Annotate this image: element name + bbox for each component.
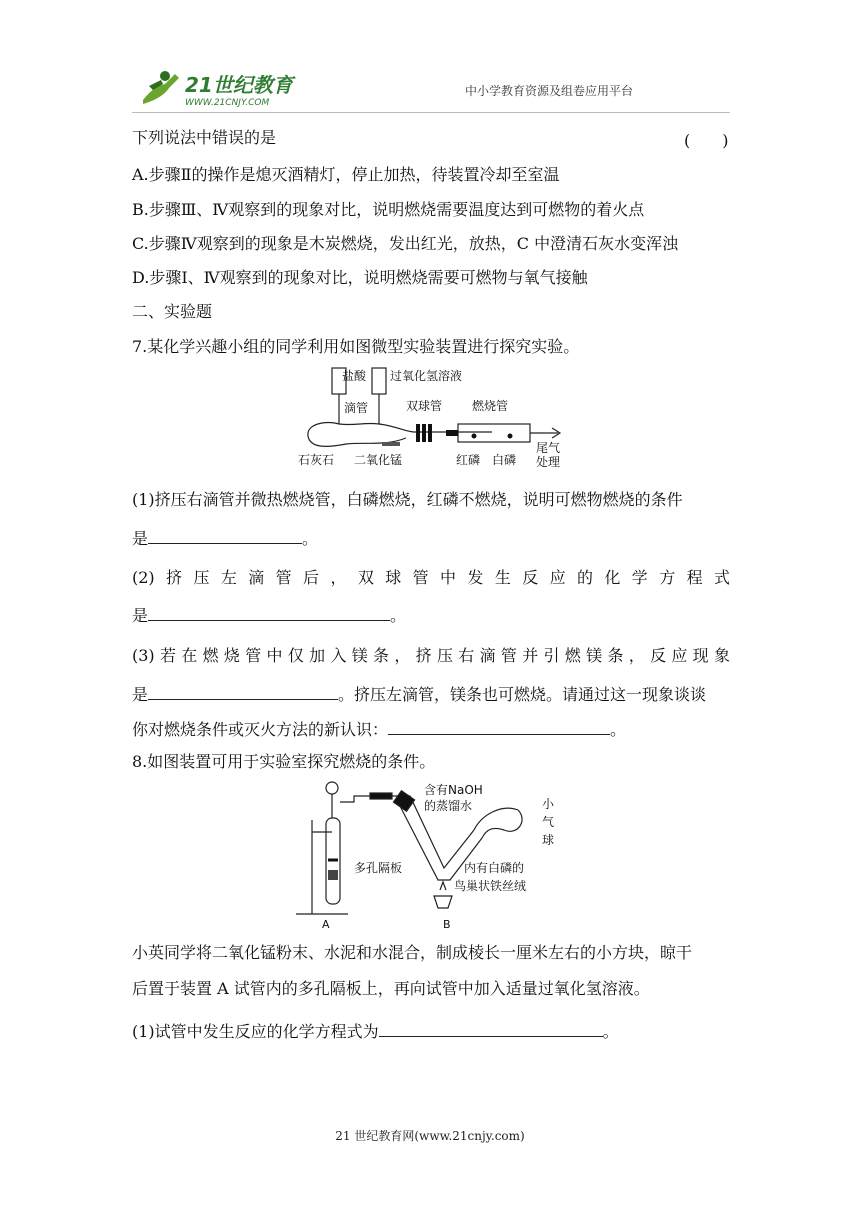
label-balloon-3: 球 <box>542 833 555 847</box>
label-combustion-tube: 燃烧管 <box>472 399 509 413</box>
label-b: B <box>443 918 451 931</box>
text-suffix: 。 <box>602 1022 619 1041</box>
label-white-phosphorus: 内有白磷的 <box>464 861 525 875</box>
runner-icon <box>143 71 179 104</box>
q8-stem: 8.如图装置可用于实验室探究燃烧的条件。 <box>132 752 436 771</box>
label-tail-gas: 尾气 <box>536 441 561 455</box>
label-balloon-2: 气 <box>542 815 555 829</box>
q8-part1 <box>132 1020 619 1042</box>
answer-blank[interactable] <box>148 527 302 544</box>
q7-apparatus-figure <box>296 366 566 470</box>
label-hcl: 盐酸 <box>342 369 367 383</box>
q7-part3-line1: (3)若在燃烧管中仅加入镁条，挤压右滴管并引燃镁条，反应现象 <box>132 646 730 665</box>
label-white-phosphorus: 白磷 <box>492 453 517 467</box>
label-balloon-1: 小 <box>542 797 555 811</box>
label-h2o2: 过氧化氢溶液 <box>390 369 463 383</box>
option-b: B.步骤Ⅲ、Ⅳ观察到的现象对比，说明燃烧需要温度达到可燃物的着火点 <box>132 200 645 219</box>
label-porous-plate: 多孔隔板 <box>354 861 403 875</box>
label-distilled-water: 的蒸馏水 <box>424 799 473 813</box>
answer-paren: ( ) <box>684 131 729 150</box>
text-prefix: 是 <box>132 529 149 548</box>
option-a: A.步骤Ⅱ的操作是熄灭酒精灯，停止加热，待装置冷却至室温 <box>132 165 560 184</box>
answer-blank[interactable] <box>379 1020 603 1037</box>
label-limestone: 石灰石 <box>298 453 335 467</box>
q8-para-line2: 后置于装置 A 试管内的多孔隔板上，再向试管中加入适量过氧化氢溶液。 <box>132 979 650 998</box>
text-prefix: (1)试管中发生反应的化学方程式为 <box>132 1022 379 1041</box>
platform-name: 中小学教育资源及组卷应用平台 <box>465 84 634 98</box>
logo-main-text: 21世纪教育 <box>185 73 293 97</box>
text-prefix: 是 <box>132 685 149 704</box>
option-d: D.步骤Ⅰ、Ⅳ观察到的现象对比，说明燃烧需要可燃物与氧气接触 <box>132 268 588 287</box>
section-heading: 二、实验题 <box>132 302 213 321</box>
text-suffix: 。挤压左滴管，镁条也可燃烧。请通过这一现象谈谈 <box>338 685 707 704</box>
page-footer: 21 世纪教育网(www.21cnjy.com) <box>335 1129 525 1143</box>
answer-blank[interactable] <box>388 718 610 735</box>
label-naoh: 含有NaOH <box>424 783 483 797</box>
q7-part1-line2 <box>132 527 318 549</box>
text-suffix: 。 <box>610 720 627 739</box>
label-steel-wool: 鸟巢状铁丝绒 <box>454 879 527 893</box>
site-logo <box>135 66 315 110</box>
label-treatment: 处理 <box>536 455 561 469</box>
label-double-bulb: 双球管 <box>406 399 443 413</box>
q7-part2-line1: (2)挤压左滴管后，双球管中发生反应的化学方程式 <box>132 568 730 587</box>
q7-part2-line2 <box>132 604 406 626</box>
q6-stem: 下列说法中错误的是 <box>132 128 277 147</box>
label-a: A <box>322 918 330 931</box>
q7-part1-line1: (1)挤压右滴管并微热燃烧管，白磷燃烧，红磷不燃烧，说明可燃物燃烧的条件 <box>132 490 683 509</box>
logo-url-text: WWW.21CNJY.COM <box>185 98 270 108</box>
text-prefix: 你对燃烧条件或灭火方法的新认识： <box>132 720 389 739</box>
answer-blank[interactable] <box>148 604 390 621</box>
q7-part3-line3 <box>132 718 626 740</box>
label-mno2: 二氧化锰 <box>354 453 403 467</box>
q7-stem: 7.某化学兴趣小组的同学利用如图微型实验装置进行探究实验。 <box>132 337 580 356</box>
label-dropper: 滴管 <box>344 401 369 415</box>
q8-para-line1: 小英同学将二氧化锰粉末、水泥和水混合，制成棱长一厘米左右的小方块，晾干 <box>132 943 693 962</box>
label-red-phosphorus: 红磷 <box>456 453 481 467</box>
text-suffix: 。 <box>302 529 319 548</box>
text-suffix: 。 <box>390 606 407 625</box>
text-prefix: 是 <box>132 606 149 625</box>
option-c: C.步骤Ⅳ观察到的现象是木炭燃烧，发出红光，放热，C 中澄清石灰水变浑浊 <box>132 234 679 253</box>
answer-blank[interactable] <box>148 683 338 700</box>
header-divider <box>132 112 730 113</box>
q7-part3-line2 <box>132 683 706 705</box>
q8-apparatus-figure <box>292 774 572 932</box>
